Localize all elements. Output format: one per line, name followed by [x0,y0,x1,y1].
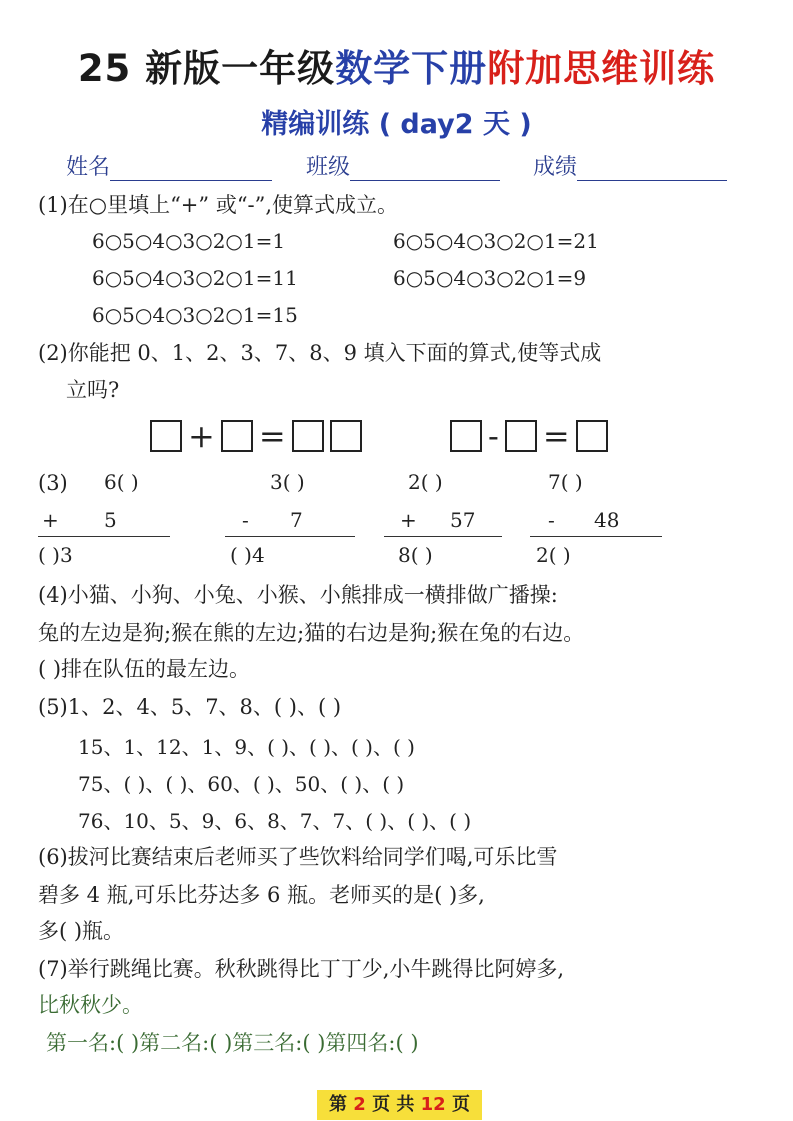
q7-line2: 比秋秋少。 [38,993,143,1017]
q1-equation: 6○5○4○3○2○1=11 [92,266,298,290]
score-label: 成绩 [533,155,578,180]
score-blank[interactable] [577,156,727,181]
name-label: 姓名 [66,155,111,180]
answer-box[interactable] [576,420,608,452]
current-page-number: 2 [353,1094,366,1115]
class-field[interactable] [306,150,500,181]
title-black-part: 25 新版一年级 [77,47,336,90]
q3-top-number: 7( ) [548,470,583,494]
q7-line1: (7)举行跳绳比赛。秋秋跳得比丁丁少,小牛跳得比阿婷多, [38,957,565,981]
answer-box[interactable] [330,420,362,452]
q4-line3: ( )排在队伍的最左边。 [38,657,251,681]
q3-operator: - [548,508,555,532]
q3-operand: 7 [290,508,303,532]
q3-result: 2( ) [536,543,571,567]
q6-line2: 碧多 4 瓶,可乐比芬达多 6 瓶。老师买的是( )多, [38,883,485,907]
q3-result: ( )3 [38,543,73,567]
q4-line1: (4)小猫、小狗、小兔、小猴、小熊排成一横排做广播操: [38,583,558,607]
q3-top-number: 3( ) [270,470,305,494]
q5-sequence: 15、1、12、1、9、( )、( )、( )、( ) [78,735,415,759]
q6-line1: (6)拔河比赛结束后老师买了些饮料给同学们喝,可乐比雪 [38,845,558,869]
q1-equation: 6○5○4○3○2○1=1 [92,229,286,253]
equals-sign: = [258,417,286,455]
q5-sequence: 76、10、5、9、6、8、7、7、( )、( )、( ) [78,809,472,833]
q3-divider-line [38,536,170,537]
q4-line2: 兔的左边是狗;猴在熊的左边;猫的右边是狗;猴在兔的右边。 [38,621,585,645]
q6-line3: 多( )瓶。 [38,919,125,943]
footer-mid: 页 共 [372,1094,415,1115]
answer-box[interactable] [450,420,482,452]
q2-prompt-line1: (2)你能把 0、1、2、3、7、8、9 填入下面的算式,使等式成 [38,341,602,365]
q5-sequence: 75、( )、( )、60、( )、50、( )、( ) [78,772,405,796]
name-field[interactable] [66,150,272,181]
q3-result: 8( ) [398,543,433,567]
q3-operand: 48 [594,508,620,532]
q1-equation: 6○5○4○3○2○1=15 [92,303,298,327]
q3-top-number: 6( ) [104,470,139,494]
q3-top-number: 2( ) [408,470,443,494]
q2-subtraction-equation [450,417,608,455]
q3-operator: - [242,508,249,532]
class-blank[interactable] [350,156,500,181]
q3-operator: + [42,508,59,532]
answer-box[interactable] [292,420,324,452]
answer-box[interactable] [221,420,253,452]
title-red-part: 附加思维训练 [487,47,716,90]
footer-pre: 第 [329,1094,347,1115]
q2-addition-equation [150,417,362,455]
subtitle-text: 精编训练 ( day2 天 ) [261,109,532,140]
score-field[interactable] [533,150,727,181]
answer-box[interactable] [150,420,182,452]
minus-sign: - [488,417,499,455]
answer-box[interactable] [505,420,537,452]
q3-divider-line [530,536,662,537]
subtitle [0,102,793,141]
q7-ranks-text: 第一名:( )第二名:( )第三名:( )第四名:( ) [46,1031,419,1055]
title-blue-part: 数学下册 [335,47,488,90]
page-number-badge [317,1090,482,1120]
q3-divider-line [384,536,502,537]
q3-result: ( )4 [230,543,265,567]
q7-ranks [46,1028,419,1058]
q1-prompt: (1)在○里填上“+” 或“-”,使算式成立。 [38,193,399,217]
q3-label: (3) [38,471,68,495]
name-blank[interactable] [110,156,272,181]
footer-post: 页 [452,1094,470,1115]
q1-equation: 6○5○4○3○2○1=21 [393,229,599,253]
class-label: 班级 [306,155,351,180]
equals-sign: = [542,417,570,455]
q2-prompt-line2: 立吗? [66,378,120,402]
q3-operator: + [400,508,417,532]
total-page-number: 12 [420,1094,446,1115]
q3-divider-line [225,536,355,537]
q3-operand: 5 [104,508,117,532]
plus-sign: + [188,417,215,455]
q5-sequence: (5)1、2、4、5、7、8、( )、( ) [38,695,342,719]
q3-operand: 57 [450,508,476,532]
page-title [0,38,793,92]
q1-equation: 6○5○4○3○2○1=9 [393,266,587,290]
